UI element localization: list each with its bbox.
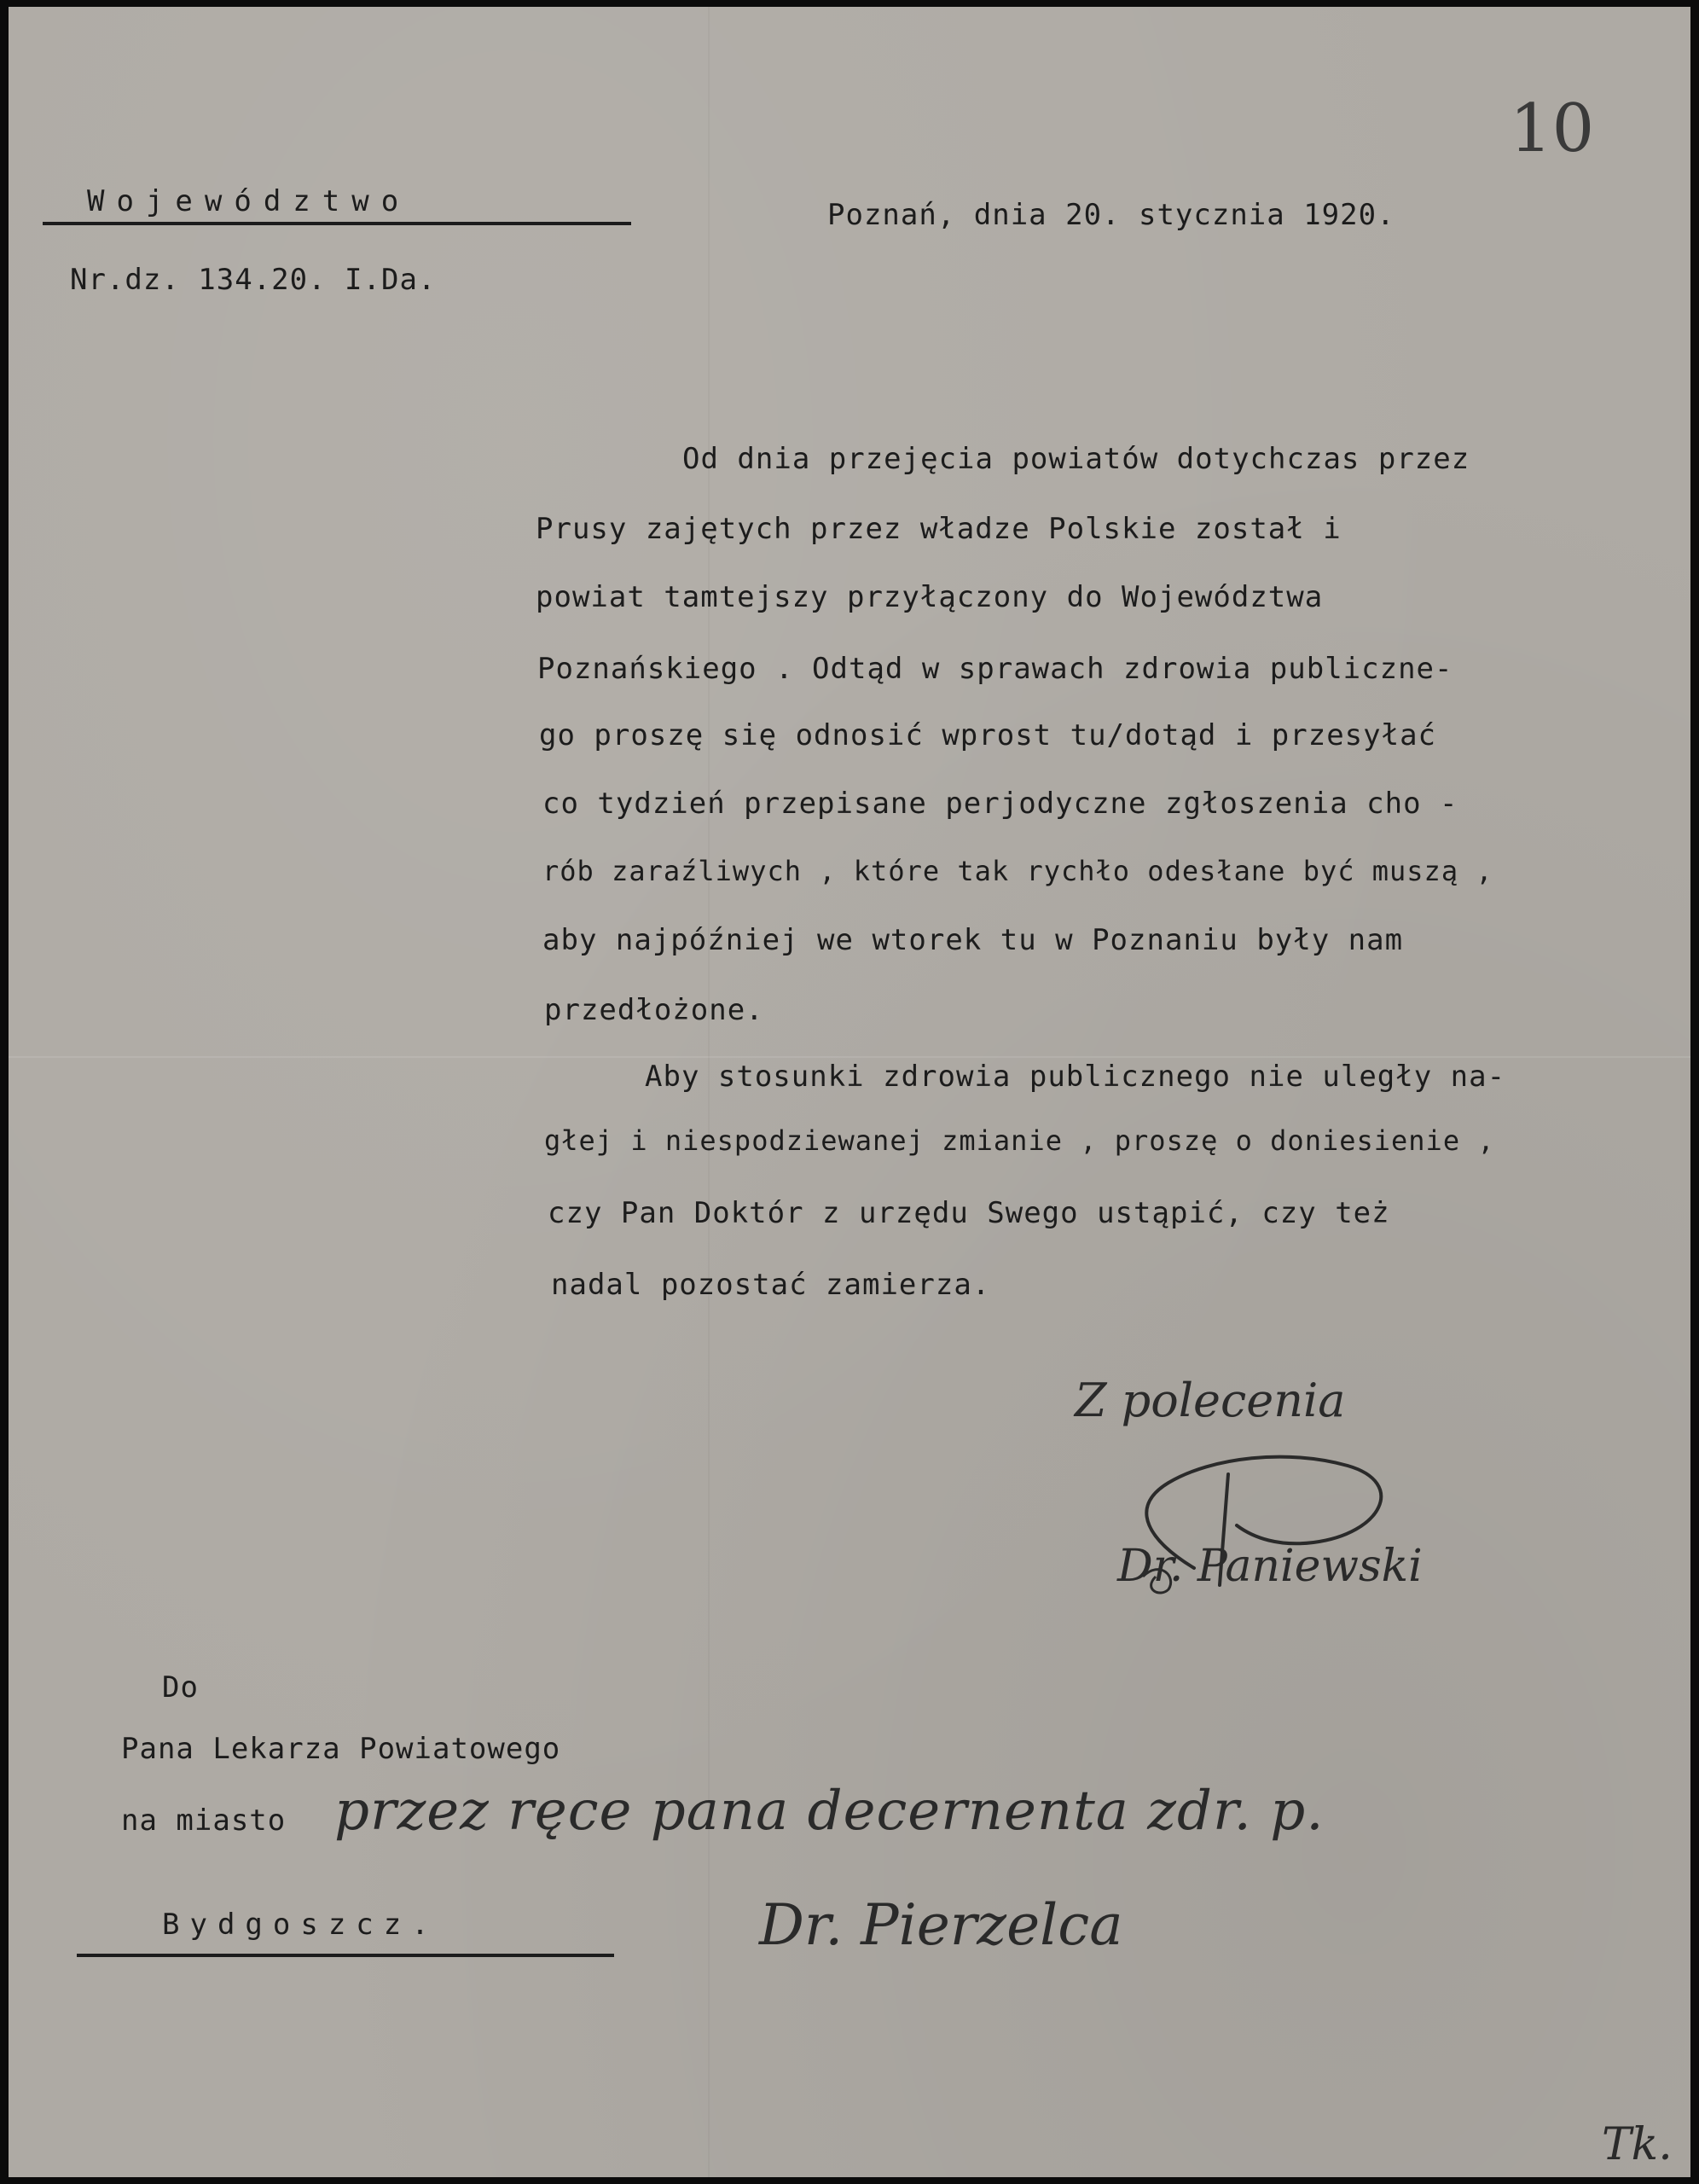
paragraph-2-line-4: nadal pozostać zamierza. [551, 1268, 991, 1302]
paragraph-1-line-7: rób zaraźliwych , które tak rychło odesłane być muszą , [542, 855, 1493, 887]
paragraph-1-line-9: przedłożone. [544, 993, 764, 1027]
fold-line-horizontal [9, 1056, 1690, 1058]
addressee-city-prefix: na miasto [121, 1804, 287, 1838]
addressee-title: Pana Lekarza Powiatowego [121, 1732, 561, 1766]
paragraph-2-line-3: czy Pan Doktór z urzędu Swego ustąpić, czy też [548, 1196, 1390, 1230]
paragraph-1-line-3: powiat tamtejszy przyłączony do Województwa [536, 580, 1324, 614]
by-order-note: Z polecenia [1075, 1374, 1346, 1427]
office-heading: Województwo [87, 184, 411, 218]
paragraph-2-line-1: Aby stosunki zdrowia publicznego nie uległy na- [645, 1060, 1506, 1094]
document-page [9, 7, 1690, 2177]
handwritten-signature: Dr. Pierzelca [759, 1892, 1123, 1958]
paragraph-2-line-2: głej i niespodziewanej zmianie , proszę o doniesienie , [544, 1124, 1495, 1157]
paragraph-1-line-8: aby najpóźniej we wtorek tu w Poznaniu były nam [542, 923, 1404, 957]
paragraph-1-line-5: go proszę się odnosić wprost tu/dotąd i przesyłać [539, 718, 1437, 752]
paragraph-1-line-1: Od dnia przejęcia powiatów dotychczas przez [682, 442, 1470, 476]
archive-page-number: 10 [1510, 90, 1595, 167]
paragraph-1-line-2: Prusy zajętych przez władze Polskie został i [536, 512, 1342, 546]
addressee-to: Do [162, 1670, 199, 1705]
place-date: Poznań, dnia 20. stycznia 1920. [827, 198, 1395, 232]
signature-name: Dr. Paniewski [1117, 1541, 1423, 1592]
paragraph-1-line-4: Poznańskiego . Odtąd w sprawach zdrowia publiczne- [537, 652, 1453, 686]
signature-paniewski [1092, 1440, 1484, 1611]
addressee-city: Bydgoszcz. [162, 1908, 439, 1942]
handwritten-note: przez ręce pana decernenta zdr. p. [334, 1780, 1325, 1843]
paragraph-1-line-6: co tydzień przepisane perjodyczne zgłoszenia cho - [542, 787, 1458, 821]
initials: Tk. [1602, 2119, 1673, 2170]
office-underline [43, 222, 631, 225]
addressee-underline [77, 1954, 614, 1957]
reference-number: Nr.dz. 134.20. I.Da. [70, 263, 437, 297]
